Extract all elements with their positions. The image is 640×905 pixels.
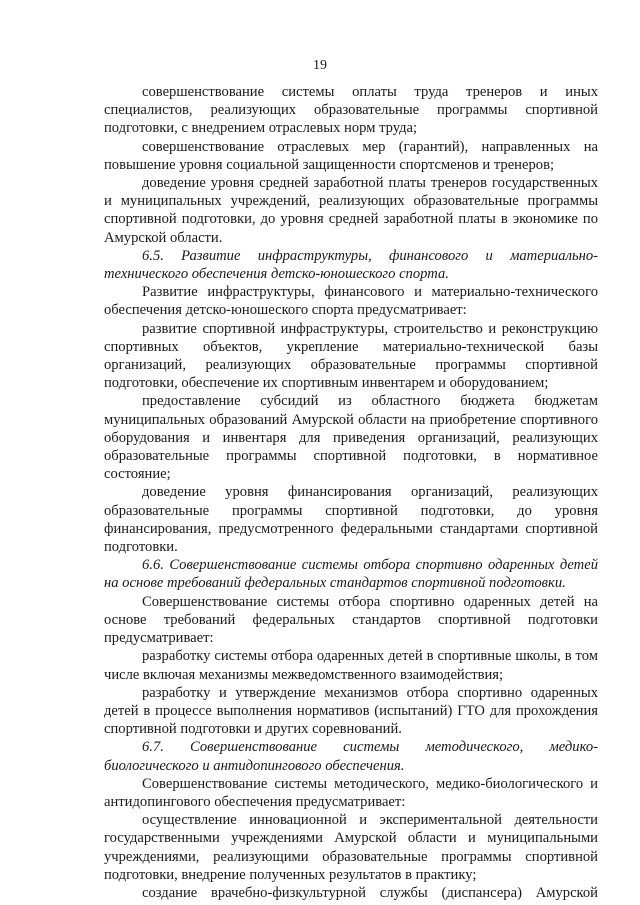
section-heading: 6.7. Совершенствование системы методического, медико-биологического и антидопингового обеспечения. (104, 739, 598, 774)
paragraph: совершенствование системы оплаты труда тренеров и иных специалистов, реализующих образовательные программы спортивной подготовки, с внедрением отраслевых норм труда; (104, 84, 598, 137)
paragraph: доведение уровня финансирования организаций, реализующих образовательные программы спортивной подготовки, до уровня финансирования, предусмотренного федеральными стандартами спортивной подготовки. (104, 484, 598, 556)
paragraph: осуществление инновационной и экспериментальной деятельности государственными учреждениями Амурской области и муниципальными учреждениями, реализующими образовательные программы спортивной подготовки, внедрение полученных результатов в практику; (104, 812, 598, 883)
paragraph: создание врачебно-физкультурной службы (диспансера) Амурской (142, 884, 598, 901)
section-heading: 6.5. Развитие инфраструктуры, финансового и материально-технического обеспечения детско-юношеского спорта. (104, 247, 598, 283)
paragraph: Совершенствование системы методического, медико-биологического и антидопингового обеспечения предусматривает: (104, 775, 598, 810)
document-body (104, 83, 598, 902)
paragraph: совершенствование отраслевых мер (гарантий), направленных на повышение уровня социальной защищенности спортсменов и тренеров; (104, 138, 598, 173)
paragraph: предоставление субсидий из областного бюджета бюджетам муниципальных образований Амурской области на приобретение спортивного оборудования и инвентаря для приведения организаций, реализующих образовательные программы спортивной подготовки, в нормативное состояние; (104, 393, 598, 483)
paragraph: разработку и утверждение механизмов отбора спортивно одаренных детей в процессе выполнения нормативов (испытаний) ГТО для прохождения спортивной подготовки и других соревнований. (104, 684, 598, 738)
paragraph: доведение уровня средней заработной платы тренеров государственных и муниципальных учреждений, реализующих образовательные программы спортивной подготовки, до уровня средней заработной платы в экономике по Амурской области. (104, 175, 598, 246)
paragraph: развитие спортивной инфраструктуры, строительство и реконструкцию спортивных объектов, укрепление материально-технической базы организаций, реализующих образовательные программы спортивной подготовки, обеспечение их спортивным инвентарем и оборудованием; (104, 320, 598, 392)
section-heading: 6.6. Совершенствование системы отбора спортивно одаренных детей на основе требований федеральных стандартов спортивной подготовки. (104, 557, 598, 592)
paragraph: Совершенствование системы отбора спортивно одаренных детей на основе требований федеральных стандартов спортивной подготовки предусматривает: (104, 593, 598, 647)
paragraph: разработку системы отбора одаренных детей в спортивные школы, в том числе включая механизмы межведомственного взаимодействия; (104, 648, 598, 683)
paragraph: Развитие инфраструктуры, финансового и материально-технического обеспечения детско-юношеского спорта предусматривает: (104, 284, 598, 319)
page-number: 19 (313, 58, 327, 73)
